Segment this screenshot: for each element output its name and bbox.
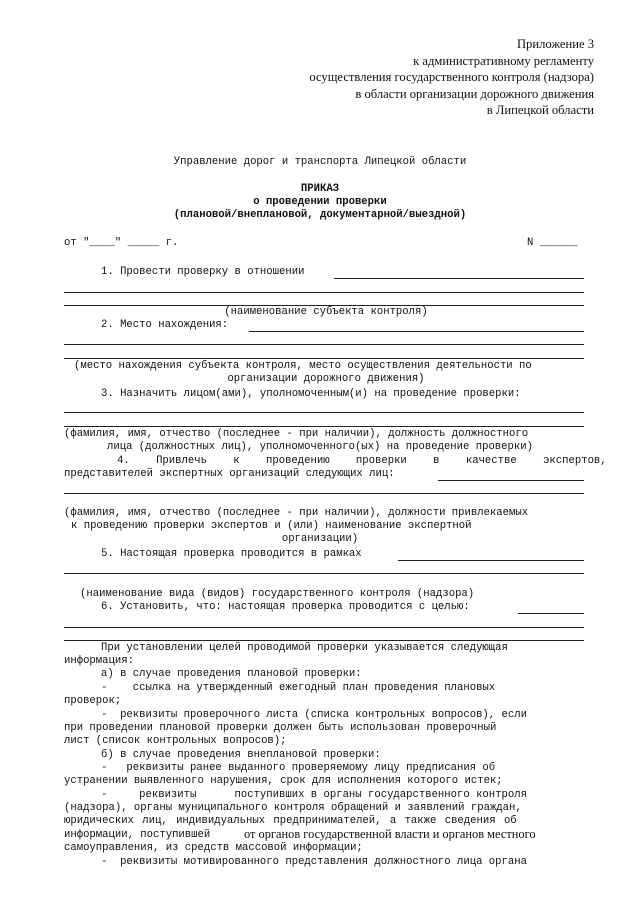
info-bullet: - реквизиты поступивших в органы государственного контроля — [101, 789, 527, 801]
info-bullet: информации, поступившей — [64, 829, 211, 841]
info-bullet: самоуправления, из средств массовой информации; — [64, 842, 363, 854]
fill-line — [64, 292, 584, 293]
info-bullet: проверок; — [64, 695, 122, 707]
info-bullet: лист (список контрольных вопросов); — [64, 735, 287, 747]
appendix-line: осуществления государственного контроля (надзора) — [309, 70, 594, 84]
fill-line — [334, 278, 584, 279]
fill-line — [518, 613, 584, 614]
item-1-caption: (наименование субъекта контроля) — [224, 306, 428, 318]
info-bullet: - ссылка на утвержденный ежегодный план проведения плановых — [101, 682, 496, 694]
info-paragraph: информация: — [64, 655, 134, 667]
item-3-caption: (фамилия, имя, отчество (последнее - при наличии), должность должностного — [64, 428, 529, 440]
appendix-line: к административному регламенту — [413, 53, 594, 68]
info-bullet: (надзора), органы муниципального контроля обращений и заявлений граждан, — [64, 802, 522, 814]
item-4-text: представителей экспертных организаций следующих лиц: — [64, 468, 395, 480]
item-4-caption: (фамилия, имя, отчество (последнее - при наличии), должности привлекаемых — [64, 507, 529, 519]
fill-line — [64, 412, 584, 413]
info-bullet: устранении выявленного нарушения, срок для исполнения которого истек; — [64, 775, 503, 787]
date-field: от "____" _____ г. — [64, 237, 179, 249]
item-4-caption: организации) — [281, 533, 359, 545]
appendix-line: в области организации дорожного движения — [355, 86, 594, 101]
appendix-line: в Липецкой области — [486, 103, 594, 117]
info-bullet: от органов государственной власти и органов местного — [244, 827, 536, 841]
item-3-caption: лица (должностных лиц), уполномоченного(ых) на проведение проверки) — [107, 441, 533, 453]
document-subtitle: о проведении проверки — [253, 196, 387, 208]
appendix-line: Приложение 3 — [516, 37, 594, 51]
item-1-text: 1. Провести проверку в отношении — [101, 266, 305, 278]
item-3-text: 3. Назначить лицом(ами), уполномоченным(и) на проведение проверки: — [101, 388, 521, 400]
appendix-block — [309, 36, 594, 119]
info-bullet: - реквизиты мотивированного представления должностного лица органа — [101, 856, 527, 868]
fill-line — [64, 426, 584, 427]
item-4-text: 4. Привлечь к проведению проверки в качестве экспертов, — [117, 455, 607, 467]
inspection-type: (плановой/внеплановой, документарной/выездной) — [173, 209, 467, 221]
order-number-field: N ______ — [527, 237, 578, 249]
fill-line — [64, 493, 584, 494]
item-2-text: 2. Место нахождения: — [101, 319, 229, 331]
item-2-caption: (место нахождения субъекта контроля, место осуществления деятельности по — [74, 360, 532, 372]
info-bullet: - реквизиты ранее выданного проверяемому лицу предписания об — [101, 762, 496, 774]
info-bullet: - реквизиты проверочного листа (списка контрольных вопросов), если — [101, 709, 527, 721]
info-bullet: при проведении плановой проверки должен быть использован проверочный — [64, 722, 497, 734]
fill-line — [64, 627, 584, 628]
fill-line — [64, 573, 584, 574]
info-subheading: а) в случае проведения плановой проверки: — [101, 668, 362, 680]
fill-line — [64, 640, 584, 641]
info-paragraph: При установлении целей проводимой проверки указывается следующая — [101, 642, 508, 654]
fill-line — [64, 344, 584, 345]
info-subheading: б) в случае проведения внеплановой проверки: — [101, 749, 381, 761]
fill-line — [249, 331, 584, 332]
fill-line — [398, 560, 584, 561]
fill-line — [64, 358, 584, 359]
item-4-caption: к проведению проверки экспертов и (или) наименование экспертной — [71, 520, 472, 532]
item-2-caption: организации дорожного движения) — [227, 373, 425, 385]
agency-name: Управление дорог и транспорта Липецкой области — [173, 156, 467, 168]
item-5-text: 5. Настоящая проверка проводится в рамках — [101, 548, 362, 560]
document-title: ПРИКАЗ — [300, 183, 340, 195]
info-bullet: юридических лиц, индивидуальных предпринимателей, а также сведения об — [64, 815, 517, 827]
fill-line — [438, 480, 584, 481]
item-5-caption: (наименование вида (видов) государственного контроля (надзора) — [80, 588, 475, 600]
item-6-text: 6. Установить, что: настоящая проверка проводится с целью: — [101, 601, 470, 613]
